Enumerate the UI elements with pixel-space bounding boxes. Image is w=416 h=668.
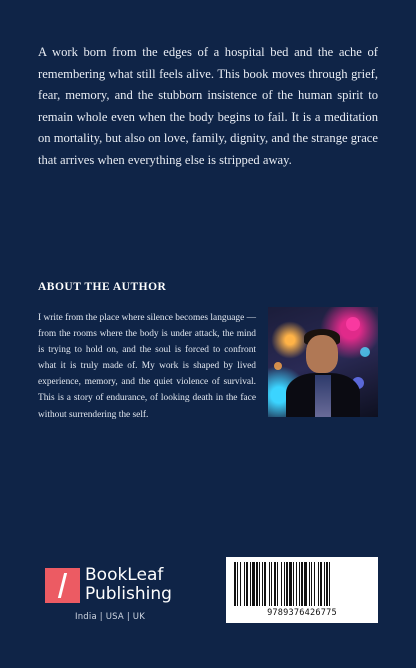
publisher-regions: India | USA | UK: [75, 612, 145, 622]
author-photo: [268, 307, 378, 417]
publisher-name-line2: Publishing: [85, 584, 172, 604]
publisher-name-line1: BookLeaf: [85, 565, 164, 585]
isbn-number: 9789376426775: [267, 608, 337, 618]
author-bio: I write from the place where silence becomes language — from the rooms where the body is under attack, the mind is trying to hold on, and the soul is forced to confront what it is truly made of. My work is shaped by lived experience, memory, and the quiet violence of survival. This is a story of endurance, of looking death in the face without surrendering the self.: [38, 313, 256, 420]
about-author-heading: ABOUT THE AUTHOR: [38, 281, 167, 293]
author-shirt: [315, 375, 331, 417]
back-cover-blurb: A work born from the edges of a hospital bed and the ache of remembering what still feels alive. This book moves through grief, fear, memory, and the stubborn insistence of the human spirit to remain whole even when the body begins to fail. It is a meditation on mortality, but also on love, family, dignity, and the strange grace that arrives when everything else is stripped away.: [38, 45, 378, 167]
logo-slash: [58, 573, 67, 598]
publisher-name: [85, 566, 172, 604]
isbn-barcode: [226, 557, 378, 623]
barcode-bars-icon: [234, 562, 370, 606]
author-face: [306, 335, 338, 373]
bookleaf-logo-icon: [45, 568, 80, 603]
